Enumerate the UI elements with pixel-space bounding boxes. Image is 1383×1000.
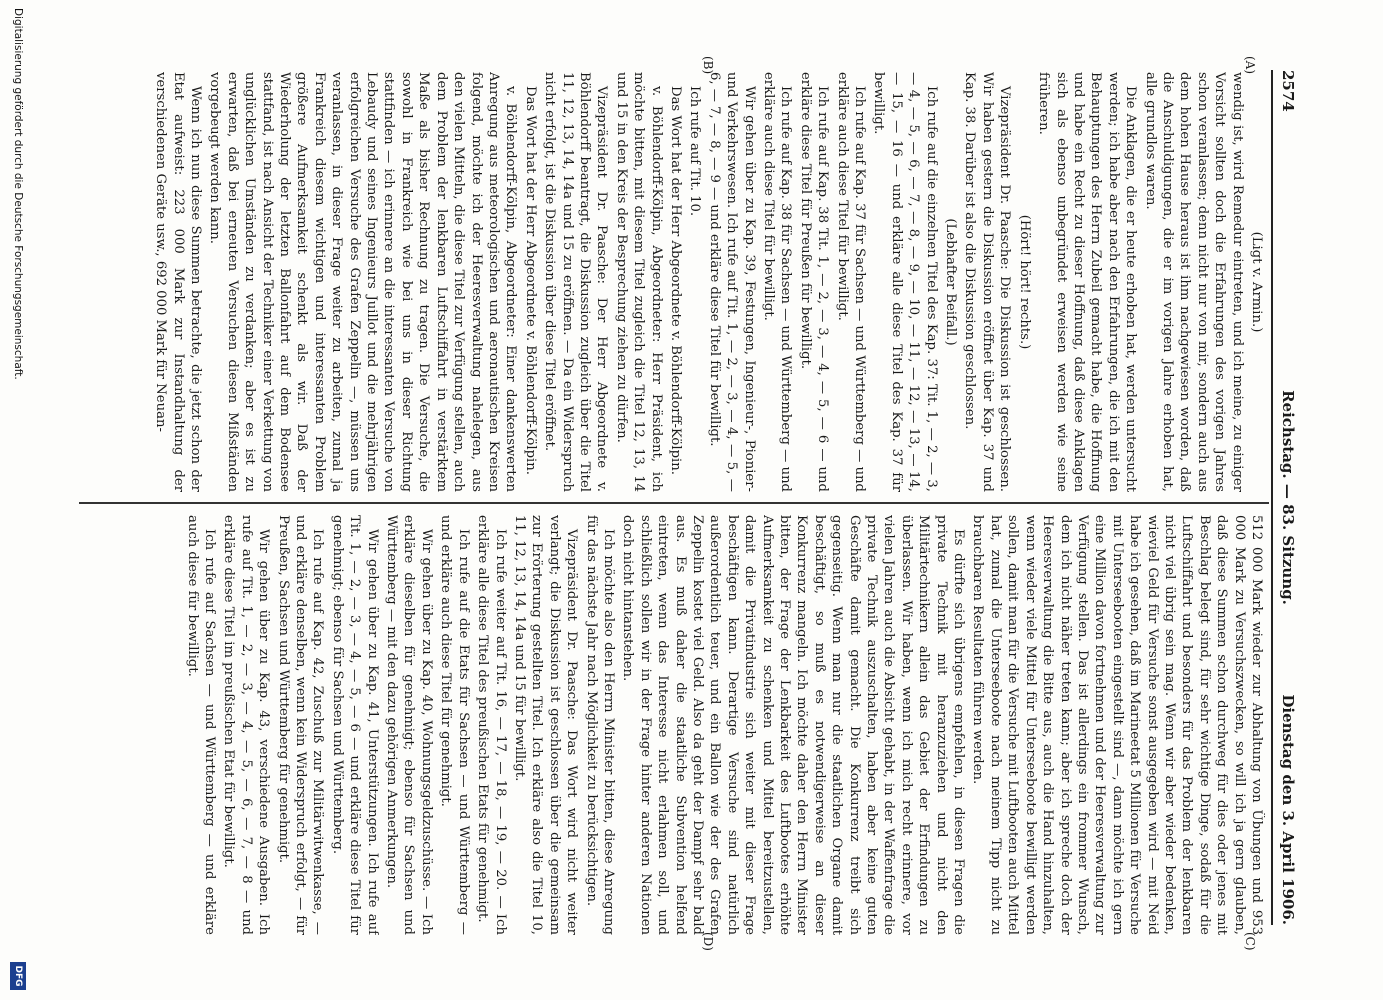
- paragraph: Es dürfte sich übrigens empfehlen, in diesen Fragen die private Technik mit heranzuziehen und nicht den Militärtechnikern allein das Gebiet der Erfindungen zu überlassen. Wir haben, wenn ich mich recht erinnere, vor vielen Jahren auch die Absicht gehabt, in der Waffenfrage die private Technik auszuschalten, haben aber keine guten Geschäfte damit gemacht. Die Konkurrenz treibt sich gegenseitig. Wenn man nur die staatlichen Organe damit beschäftigt, so muß es notwendigerweise an dieser Konkurrenz mangeln. Ich möchte daher den Herrn Minister bitten, der Frage der Lenkbarkeit des Luftbootes erhöhte Aufmerksamkeit zu schenken und Mittel bereitzustellen, damit die Privatindustrie sich weiter mit dieser Frage beschäftigen kann. Derartige Versuche sind natürlich außerordentlich teuer, und ein Ballon wie der des Grafen Zeppelin kostet viel Geld. Also da geht der Dampf sehr bald aus. Es muß daher die staatliche Subvention helfend eintreten, wenn das Interesse nicht erlahmen soll, und schließlich sollen wir in der Frage hinter anderen Nationen doch nicht hintanstehen.: [620, 515, 967, 935]
- paragraph: Ich möchte also den Herrn Minister bitten, diese Anregung für das nächste Jahr nach Möglichkeit zu berücksichtigen.: [583, 515, 616, 935]
- paragraph: (Ligt v. Armin.): [1249, 231, 1264, 333]
- right-text-column: [80, 515, 1265, 935]
- dfg-logo: DFG: [10, 962, 26, 990]
- paragraph: (Hört! hört! rechts.): [1016, 214, 1032, 350]
- paragraph: Vizepräsident Dr. Paasche: Das Wort wird nicht weiter verlangt; die Diskussion ist geschlossen über die gemeinsam zur Erörterung gestellten Titel. Ich erkläre also die Titel 10, 11, 12, 13, 14, 14a und 15 für bewilligt.: [511, 515, 580, 935]
- paragraph: Wir gehen über zu Kap. 43, verschiedene Ausgaben. Ich rufe auf Tit. 1, — 2, — 3, — 4, — 5, — 6, — 7, — 8 — und erkläre diese Titel im preußischen Etat für bewilligt.: [221, 515, 272, 935]
- margin-mark-a: (A): [1243, 56, 1257, 75]
- page-title: Reichstag. — 83. Sitzung.: [1279, 390, 1297, 605]
- paragraph: Die Anklagen, die er heute erhoben hat, werden untersucht werden; ich habe aber nach den Erfahrungen, die ich mit den Behauptungen des Herrn Zubeil gemacht habe, die Hoffnung und habe ein Recht zu dieser Hoffnung, daß diese Anklagen sich als ebenso unbegründet erweisen werden wie seine früheren.: [1036, 72, 1139, 492]
- page-header: [1273, 70, 1301, 925]
- paragraph: Ich rufe auf Kap. 38 Tit. 1, — 2, — 3, — 4, — 5, — 6 — und erkläre diese Titel für Preußen für bewilligt.: [797, 72, 831, 492]
- paragraph: Vizepräsident Dr. Paasche: Die Diskussion ist geschlossen. Wir haben gestern die Diskussion eröffnet über Kap. 37 und Kap. 38. Darüber ist also die Diskussion geschlossen.: [962, 72, 1013, 492]
- paragraph: Wenn ich nun diese Summen betrachte, die jetzt schon der Etat aufweist: 223 000 Mark zur Instandhaltung der verschiedenen Geräte usw., 692 000 Mark für Neuan-: [153, 72, 204, 492]
- column-divider: [79, 502, 1269, 504]
- paragraph: Vizepräsident Dr. Paasche: Der Herr Abgeordnete v. Böhlendorff beantragt, die Diskussion zugleich über die Titel 11, 12, 13, 14, 14a und 15 zu eröffnen. — Da ein Widerspruch nicht erfolgt, ist die Diskussion über diese Titel eröffnet.: [542, 72, 610, 492]
- paragraph: v. Böhlendorff-Kölpin, Abgeordneter: Einer dankenswerten Anregung aus meteorologischen und aeronautischen Kreisen folgend, möchte ich der Heeresverwaltung nahelegen, aus den vielen Mitteln, die diese Titel zur Verfügung stellen, auch dem Problem der lenkbaren Luftschiffahrt in verstärktem Maße als bisher Rechnung zu tragen. Die Versuche, die sowohl in Frankreich wie bei uns in dieser Richtung stattfinden — ich erinnere an die interessanten Versuche von Lebaudy und seines Ingenieurs Juillot und die mehrjährigen erfolgreichen Versuche des Grafen Zeppelin —, müssen uns veranlassen, in dieser Frage weiter zu arbeiten, zumal ja Frankreich diesem wichtigen und interessanten Problem größere Aufmerksamkeit schenkt als wir. Daß der Wiederholung der letzten Ballonfahrt auf dem Bodensee stattfand, ist nach Ansicht der Techniker einer Verkettung von unglücklichen Umständen zu verdanken; aber es ist zu erwarten, daß bei erneuten Versuchen diesen Mißständen vorgebeugt werden kann.: [207, 72, 519, 492]
- paragraph: v. Böhlendorff-Kölpin, Abgeordneter: Herr Präsident, ich möchte bitten, mit diesem Titel zugleich die Titel 12, 13, 14 und 15 in den Kreis der Besprechung ziehen zu dürfen.: [613, 72, 664, 492]
- page-footer: [6, 0, 28, 1000]
- paragraph: (Lebhafter Beifall.): [943, 218, 959, 346]
- paragraph: Ich rufe auf Tit. 10.: [687, 86, 703, 217]
- paragraph: Wir gehen über zu Kap. 39, Festungen, Ingenieur-, Pionier- und Verkehrswesen. Ich rufe auf Tit. 1, — 2, — 3, — 4, — 5, — 6, — 7, — 8, — 9 — und erkläre diese Titel für bewilligt.: [706, 72, 757, 492]
- paragraph: Das Wort hat der Herr Abgeordnete v. Böhlendorff-Kölpin.: [522, 86, 538, 475]
- paragraph: Das Wort hat der Herr Abgeordnete v. Böhlendorff-Kölpin.: [668, 86, 683, 475]
- paragraph: Ich rufe auf Kap. 38 für Sachsen — und Württemberg — und erkläre auch diese Titel für bewilligt.: [761, 72, 794, 492]
- session-date: Dienstag den 3. April 1906.: [1279, 694, 1297, 925]
- footer-credit: Digitalisierung gefördert durch die Deutsche Forschungsgemeinschaft.: [12, 8, 24, 380]
- paragraph: Ich rufe weiter auf Tit. 16, — 17, — 18, — 19, — 20. — Ich erkläre alle diese Titel des preußischen Etats für genehmigt.: [475, 515, 508, 935]
- margin-mark-c: (C): [1243, 932, 1257, 951]
- paragraph: Ich rufe auf Sachsen — und Württemberg — und erkläre auch diese für bewilligt.: [184, 515, 218, 935]
- paragraph: Wir gehen über zu Kap. 40, Wohnungsgeldzuschüsse. — Ich erkläre dieselben für genehmigt; ebenso für Sachsen und Württemberg — mit den dazu gehörigen Anmerkungen.: [384, 515, 434, 935]
- paragraph: Ich rufe auf Kap. 42, Zuschuß zur Militärwitwenkasse, — und erkläre denselben, wenn kein Widerspruch erfolgt, — für Preußen, Sachsen und Württemberg für genehmigt.: [275, 515, 326, 935]
- left-text-column: [80, 72, 1265, 492]
- paragraph: 512 000 Mark wieder zur Abhaltung von Übungen und 953 000 Mark zu Versuchszwecken, so will ich ja gern glauben, daß diese Summen schon durchweg für dies oder jenes mit Beschlag belegt sind, für sehr wichtige Dinge, sodaß für die Luftschiffahrt und besonders für das Problem der lenkbaren nicht viel übrig sein mag. Wenn wir aber wieder bedenken, wieviel Geld für Versuche sonst ausgegeben wird — mit Neid habe ich gesehen, daß im Marineetat 5 Millionen für Versuche mit Unterseebooten eingestellt sind —, dann möchte ich gern eine Million davon fortnehmen und der Heeresverwaltung zur Verfügung stellen. Das ist allerdings ein frommer Wunsch, dem ich nicht näher treten kann; aber ich spreche doch der Heeresverwaltung die Bitte aus, auch die Hand hinzuhalten, wenn wieder viele Mittel für Unterseeboote bewilligt werden sollen, damit man für die Versuche mit Luftbooten auch Mittel hat, zumal die Unterseeboote nach meinem Tipp nicht zu brauchbaren Resultaten führen werden.: [970, 515, 1264, 935]
- margin-mark-d: (D): [701, 932, 715, 951]
- paragraph: wendig ist, wird Remedur eintreten, und ich meine, zu einiger Vorsicht sollten doch die Erfahrungen des vorigen Jahres schon veranlassen; denn nicht nur von mir, sondern auch aus dem hohen Hause heraus ist ihm nachgewiesen worden, daß die Anschuldigungen, die er im vorigen Jahre erhoben hat, alle grundlos waren.: [1142, 72, 1245, 492]
- margin-mark-b: (B): [701, 56, 715, 75]
- paragraph: Wir gehen über zu Kap. 41, Unterstützungen. Ich rufe auf Tit. 1, — 2, — 3, — 4, — 5, — 6 — und erkläre diese Titel für genehmigt; ebenso für Sachsen und Württemberg.: [329, 515, 380, 935]
- page-number: 2574: [1279, 70, 1297, 112]
- paragraph: Ich rufe auf Kap. 37 für Sachsen — und Württemberg — und erkläre auch diese Titel für bewilligt.: [834, 72, 868, 492]
- paragraph: Ich rufe auf die einzelnen Titel des Kap. 37: Tit. 1, — 2, — 3, — 4, — 5, — 6, — 7, — 8, — 9, — 10, — 11, — 12, — 13, — 14, — 15, — 16 — und erkläre alle diese Titel des Kap. 37 für bewilligt.: [871, 72, 939, 492]
- header-rule: [1271, 70, 1273, 925]
- paragraph: Ich rufe auf die Etats für Sachsen — und Württemberg — und erkläre auch diese Titel für genehmigt.: [438, 515, 471, 935]
